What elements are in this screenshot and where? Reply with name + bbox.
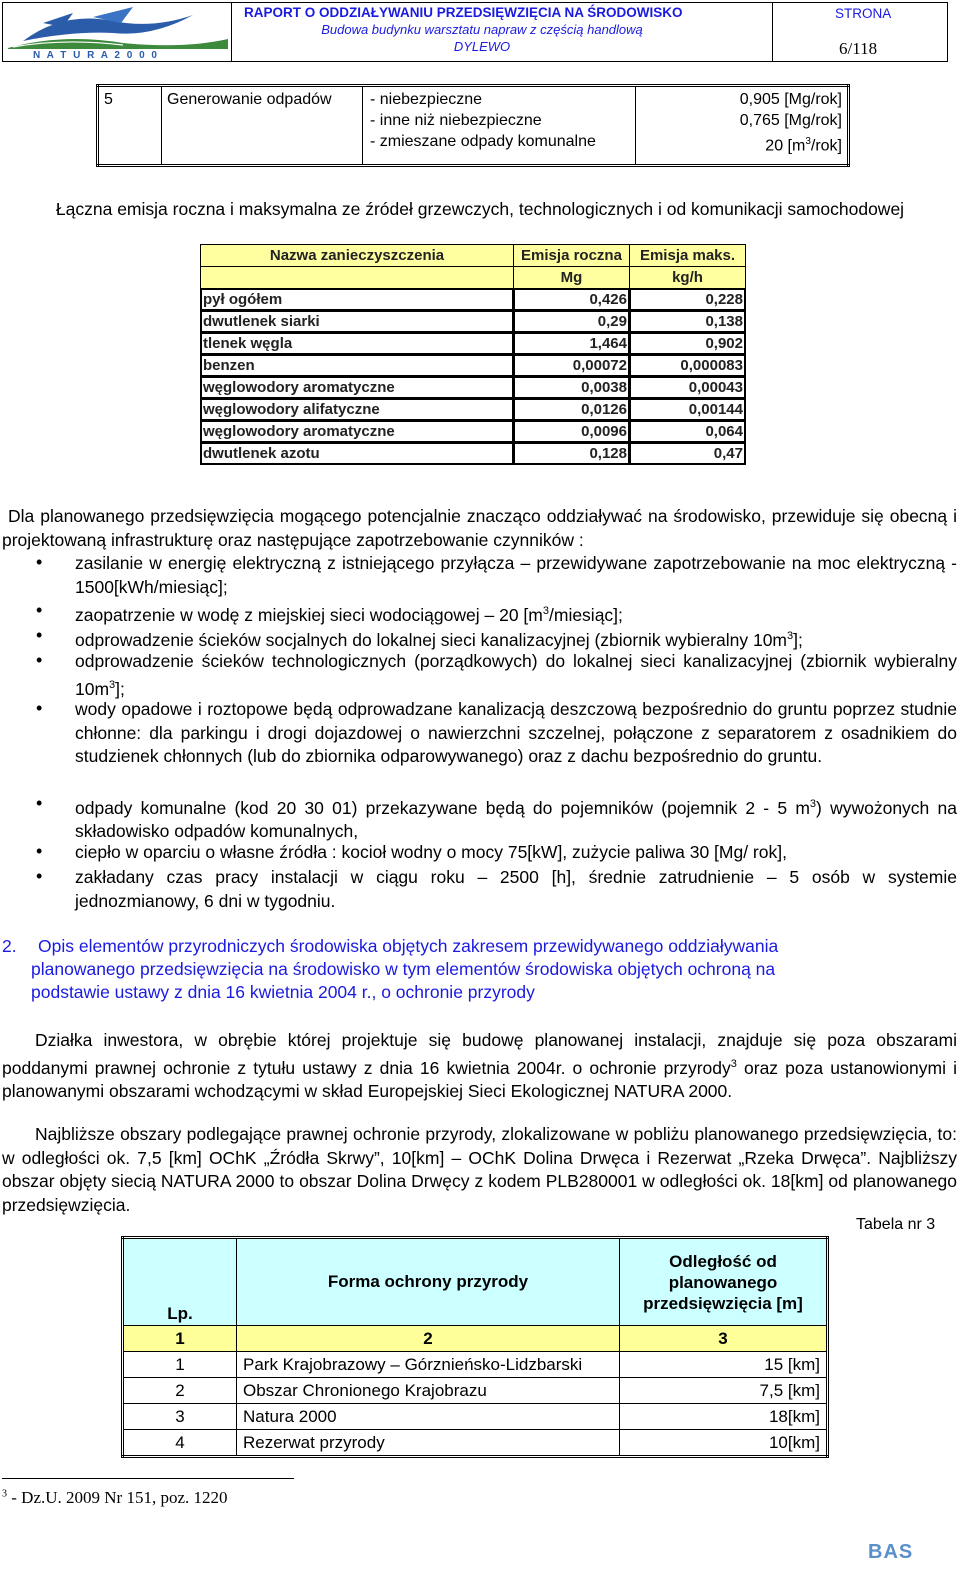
bullet-icon: •: [36, 625, 43, 645]
bas-logo: BAS: [868, 1541, 914, 1563]
emission-header-max: Emisja maks.: [630, 245, 746, 267]
table-row: 1 Park Krajobrazowy – Górznieńsko-Lidzbarski 15 [km]: [123, 1352, 828, 1378]
column-number: 3: [620, 1326, 828, 1352]
header-form: Forma ochrony przyrody: [237, 1238, 620, 1326]
bullet-rainwater: wody opadowe i roztopowe będą odprowadzane kanalizacją deszczową bezpośrednio do gruntu poprzez studnie chłonne: dla parkingu i drogi dojazdowej o nawierzchni szczelnej, połączone z separatorem z osadnikiem do studzienek chłonnych (lub do zbiornika odparowywanego) oraz z dachu bezpośrednio do gruntu.: [75, 699, 957, 766]
column-number: 2: [237, 1326, 620, 1352]
section-heading-line: Opis elementów przyrodniczych środowiska objętych zakresem przewidywanego oddziaływania: [38, 936, 779, 956]
report-location: DYLEWO: [453, 39, 511, 54]
bullet-tech-sewage: odprowadzenie ścieków technologicznych (porządkowych) do lokalnej sieci kanalizacyjnej (zbiornik wybieralny $10m^3$];: [75, 651, 957, 699]
emission-row: benzen 0,00072 0,000083: [201, 355, 746, 377]
table-row: 3 Natura 2000 18[km]: [123, 1404, 828, 1430]
emission-row: dwutlenek siarki 0,29 0,138: [201, 311, 746, 333]
emission-header-name: Nazwa zanieczyszczenia: [201, 245, 514, 267]
waste-table: [96, 84, 850, 167]
waste-item: - inne niż niebezpieczne: [370, 112, 542, 129]
report-subtitle: Budowa budynku warsztatu napraw z częścią handlową: [321, 22, 643, 37]
section-heading-line: planowanego przedsięwzięcia na środowisko w tym elementów środowiska objętych ochroną na: [31, 959, 776, 979]
header-title-block: [232, 3, 773, 61]
waste-value: 20 $[m^3/rok]$: [765, 136, 842, 155]
emission-header-annual: Emisja roczna: [514, 245, 630, 267]
column-number: 1: [123, 1326, 237, 1352]
page-number: 6/118: [839, 39, 878, 58]
emission-unit-annual: Mg: [514, 267, 630, 289]
emission-row: węglowodory alifatyczne 0,0126 0,00144: [201, 399, 746, 421]
waste-items: [363, 86, 636, 166]
emission-heading: Łączna emisja roczna i maksymalna ze źródeł grzewczych, technologicznych i od komunikacji samochodowej: [55, 199, 905, 219]
emission-table: [200, 244, 746, 465]
bullet-social-sewage: odprowadzenie ścieków socjalnych do lokalnej sieci kanalizacyjnej (zbiornik wybieralny $10m^3$];: [75, 629, 803, 650]
waste-value: 0,765 [Mg/rok]: [739, 112, 842, 129]
table-row: 4 Rezerwat przyrody 10[km]: [123, 1430, 828, 1457]
waste-values: [636, 86, 849, 166]
waste-item: - niebezpieczne: [370, 91, 483, 108]
waste-item: - zmieszane odpady komunalne: [370, 133, 596, 150]
emission-unit-blank: [201, 267, 514, 289]
waste-value: 0,905 [Mg/rok]: [739, 91, 842, 108]
waste-row-number: 5: [98, 86, 162, 166]
bullet-icon: •: [36, 793, 43, 813]
emission-row: pył ogółem 0,426 0,228: [201, 289, 746, 311]
page-counter: [773, 3, 947, 61]
header-distance: Odległość od planowanego przedsięwzięcia [m]: [620, 1238, 828, 1326]
bullet-worktime: zakładany czas pracy instalacji w ciągu roku – 2500 [h], średnie zatrudnienie – 5 osób w systemie jednozmianowy, 6 dni w tygodniu.: [75, 867, 957, 911]
bullet-water: zaopatrzenie w wodę z miejskiej sieci wodociągowej – 20 $[m^3/miesiąc]$;: [75, 604, 623, 625]
bullet-icon: •: [36, 600, 43, 620]
section-heading-line: podstawie ustawy z dnia 16 kwietnia 2004 r., o ochronie przyrody: [31, 982, 535, 1002]
footnote: $^3$ - Dz.U. 2009 Nr 151, poz. 1220: [2, 1488, 228, 1507]
report-title: RAPORT O ODDZIAŁYWANIU PRZEDSIĘWZIĘCIA NA ŚRODOWISKO: [244, 5, 683, 20]
bullet-icon: •: [36, 866, 43, 886]
intro-paragraph: Dla planowanego przedsięwzięcia mogącego potencjalnie znacząco oddziaływać na środowisko, przewiduje się obecną i projektowaną infrastrukturę oraz następujące zapotrzebowanie czynników :: [2, 506, 957, 550]
strona-label: STRONA: [835, 6, 892, 21]
bullet-power: zasilanie w energię elektryczną z istniejącego przyłącza – przewidywane zapotrzebowanie na moc elektryczną - 1500[kWh/miesiąc];: [75, 553, 957, 597]
bird-logo-icon: [3, 3, 231, 61]
bullet-icon: •: [36, 698, 43, 718]
header-lp: Lp.: [123, 1238, 237, 1326]
natura-2000-logo: [3, 3, 232, 61]
protection-table: [121, 1236, 829, 1458]
logo-text: N A T U R A 2 0 0 0: [33, 50, 159, 61]
bullet-icon: •: [36, 841, 43, 861]
paragraph-nearest-areas: Najbliższe obszary podlegające prawnej ochronie przyrody, zlokalizowane w pobliżu planowanego przedsięwzięcia, to: w odległości ok. 7,5 [km] OChK „Źródła Skrwy”, 10[km] – OChK Dolina Drwęca i Rezerwat „Rzeka Drwęca”. Najbliższy obszar objęty siecią NATURA 2000 to obszar Dolina Drwęcy z kodem PLB280001 w odległości ok. 18[km] od planowanego przedsięwzięcia.: [2, 1124, 957, 1215]
emission-row: tlenek węgla 1,464 0,902: [201, 333, 746, 355]
bullet-icon: •: [36, 650, 43, 670]
table-caption: Tabela nr 3: [856, 1216, 936, 1233]
bullet-icon: •: [36, 552, 43, 572]
waste-label: Generowanie odpadów: [162, 86, 363, 166]
bullet-waste: odpady komunalne (kod 20 30 01) przekazywane będą do pojemników (pojemnik 2 - 5 $m^3$) wywożonych na składowisko odpadów komunalnych,: [75, 797, 957, 842]
section-number: 2.: [2, 936, 17, 956]
page-header: [2, 2, 948, 62]
emission-row: dwutlenek azotu 0,128 0,47: [201, 443, 746, 465]
emission-row: węglowodory aromatyczne 0,0038 0,00043: [201, 377, 746, 399]
paragraph-location: Działka inwestora, w obrębie której projektuje się budowę planowanej instalacji, znajduje się poza obszarami poddanymi prawnej ochronie z tytułu ustawy z dnia 16 kwietnia 2004r. o ochronie przyrody$^3$ oraz poza ustanowionymi i planowanymi obszarami wchodzącymi w skład Europejskiej Sieci Ekologicznej NATURA 2000.: [2, 1030, 957, 1101]
table-row: 2 Obszar Chronionego Krajobrazu 7,5 [km]: [123, 1378, 828, 1404]
bullet-heat: ciepło w oparciu o własne źródła : kocioł wodny o mocy 75[kW], zużycie paliwa 30 [Mg/ rok],: [75, 842, 787, 862]
footnote-divider: [2, 1478, 294, 1479]
emission-unit-max: kg/h: [630, 267, 746, 289]
emission-row: węglowodory aromatyczne 0,0096 0,064: [201, 421, 746, 443]
